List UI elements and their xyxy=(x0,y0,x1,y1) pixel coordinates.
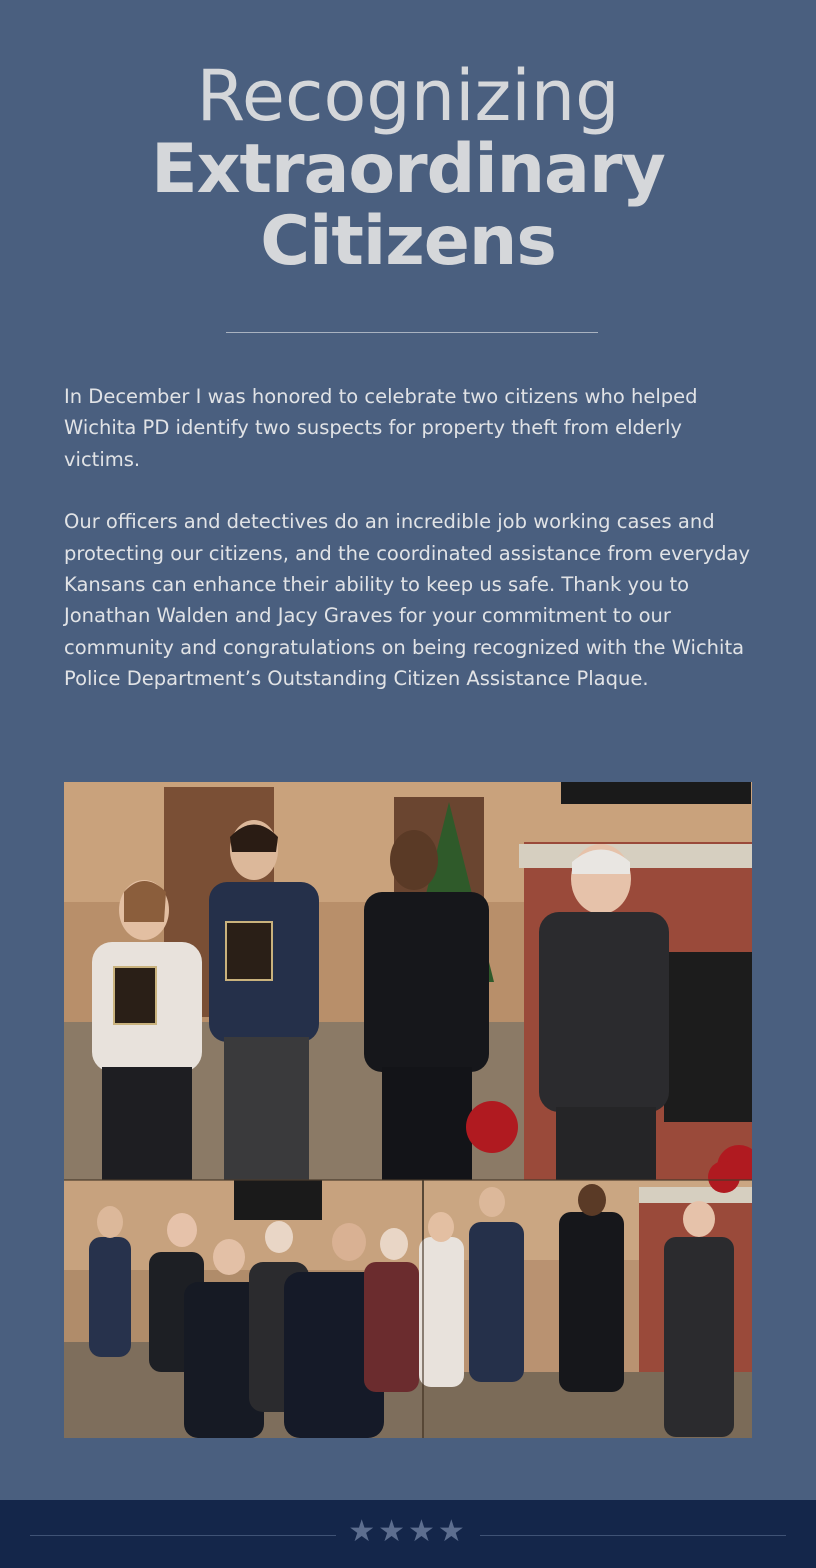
paragraph-thanks: Our officers and detectives do an incredible job working cases and protecting our citizens, and the coordinated assistance from everyday Kansans can enhance their ability to keep us safe. Thank you to Jonathan Walden and Jacy Graves for your commitment to our community and congratulations on being recognized with the Wichita Police Department’s Outstanding Citizen Assistance Plaque. xyxy=(64,510,751,691)
title-line-extraordinary: Extraordinary xyxy=(151,130,665,209)
footer-line-right xyxy=(480,1535,786,1536)
award-photo-collage xyxy=(64,782,752,1438)
footer-bar xyxy=(0,1500,816,1568)
title-line-recognizing: Recognizing xyxy=(196,55,620,137)
article-body xyxy=(64,381,756,726)
footer-stars-icon: ★★★★ xyxy=(348,1514,468,1549)
title-line-citizens: Citizens xyxy=(260,202,556,281)
footer-line-left xyxy=(30,1535,336,1536)
page-title xyxy=(0,55,816,281)
title-divider xyxy=(226,332,598,333)
photo-collage-image xyxy=(64,782,752,1438)
paragraph-intro: In December I was honored to celebrate two citizens who helped Wichita PD identify two suspects for property theft from elderly victims. xyxy=(64,385,698,471)
